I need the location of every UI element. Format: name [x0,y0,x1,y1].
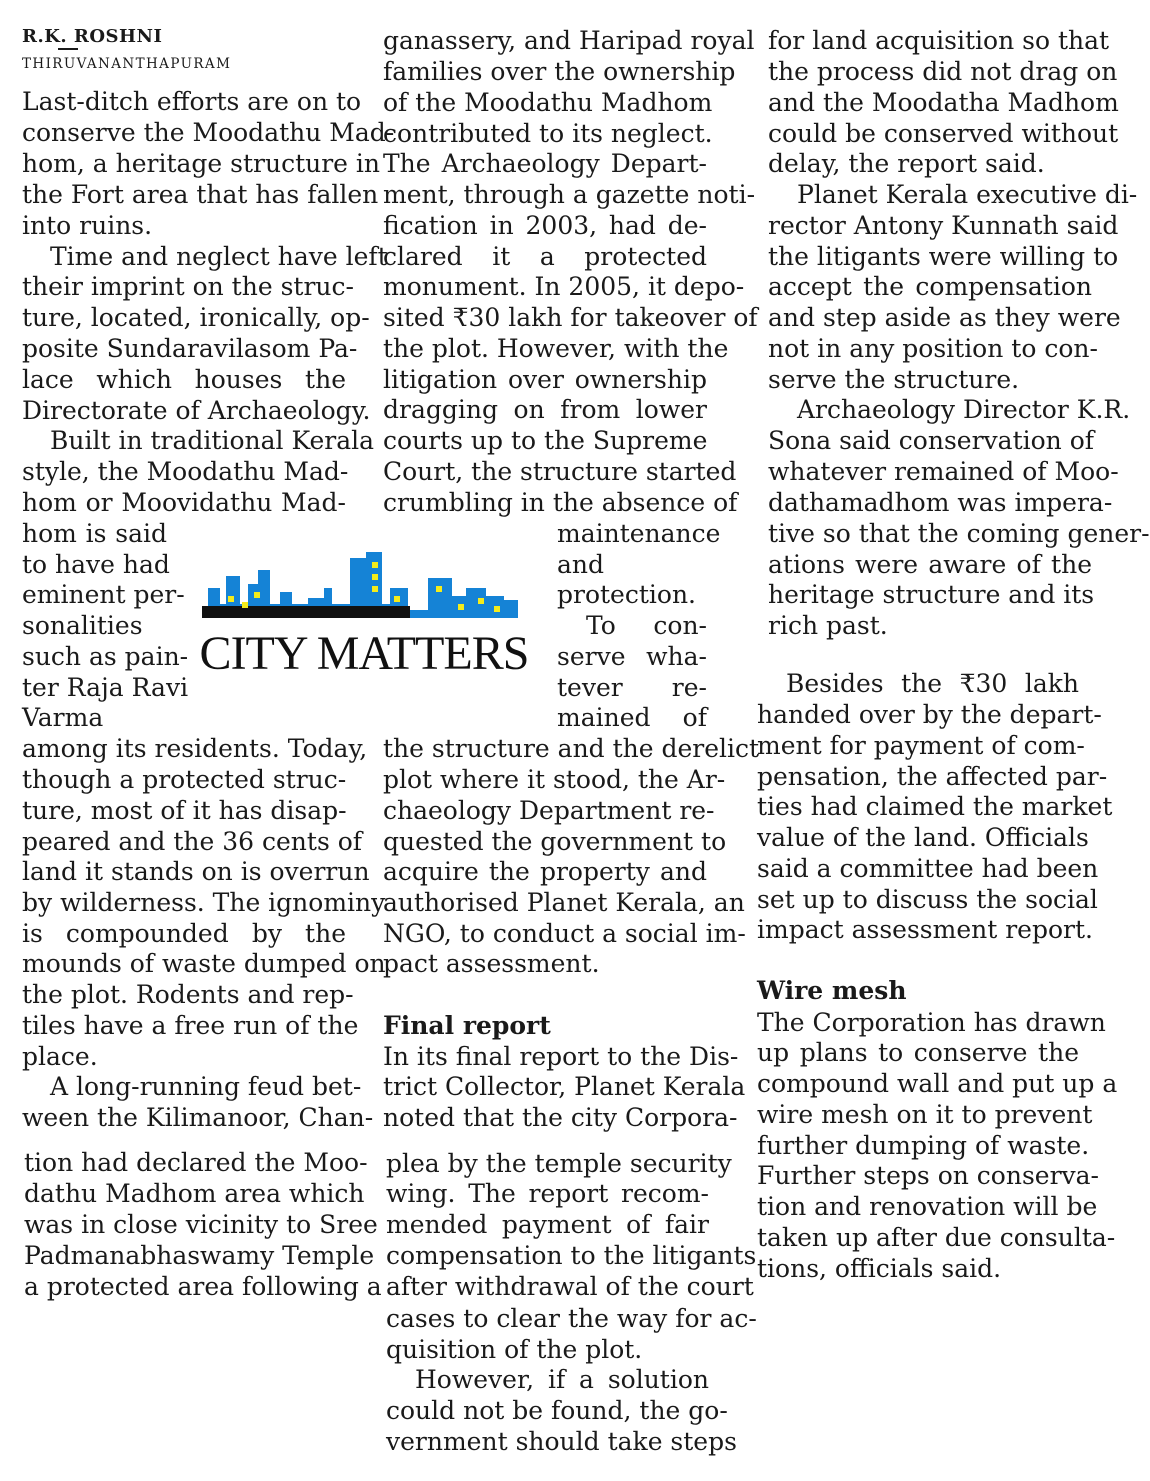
text-line: the process did not drag on [768,57,1118,86]
text-line: families over the ownership [383,57,736,86]
text-line: compensation to the litigants [386,1241,757,1270]
text-line: delay, the report said. [768,149,1045,178]
text-line: said a committee had been [757,854,1099,883]
text-line: Planet Kerala executive di- [797,180,1138,209]
text-line: crumbling in the absence of [383,488,738,517]
text-line: Padmanabhaswamy Temple [24,1241,375,1270]
text-line: up plans to conserve the [757,1038,1079,1067]
text-line: Time and neglect have left [50,242,388,271]
text-line: vernment should take steps [386,1427,737,1456]
text-line: further dumping of waste. [757,1131,1090,1160]
text-line: dragging on from lower [383,395,707,424]
text-line: is compounded by the [22,919,346,948]
text-line: the plot. Rodents and rep- [22,980,354,1009]
text-line: maintenance [557,519,721,548]
text-line: serve wha- [557,642,707,671]
text-line: monument. In 2005, it depo- [383,272,745,301]
text-line: quested the government to [383,827,727,856]
text-line: dathamadhom was impera- [768,488,1113,517]
text-line: place. [22,1042,98,1071]
text-line: serve the structure. [768,365,1020,394]
text-line: and step aside as they were [768,303,1121,332]
text-line: authorised Planet Kerala, an [383,888,745,917]
text-line: contributed to its neglect. [383,119,713,148]
text-line: ture, located, ironically, op- [22,303,370,332]
text-line: not in any position to con- [768,334,1098,363]
text-line: handed over by the depart- [757,700,1102,729]
text-line: Archaeology Director K.R. [797,395,1131,424]
text-line: heritage structure and its [768,580,1095,609]
text-line: The Archaeology Depart- [383,149,707,178]
text-line: posite Sundaravilasom Pa- [22,334,358,363]
text-line: among its residents. Today, [22,734,368,763]
text-line: land it stands on is overrun [22,857,370,886]
author-byline: R.K. ROSHNI [22,26,163,47]
text-line: courts up to the Supreme [383,426,708,455]
text-line: tion and renovation will be [757,1192,1098,1221]
text-line: could be conserved without [768,119,1119,148]
text-line: dathu Madhom area which [24,1179,365,1208]
text-line: impact assessment report. [757,915,1093,944]
text-line: The Corporation has drawn [757,1008,1106,1037]
text-line: tive so that the coming gener- [768,519,1150,548]
text-line: clared it a protected [383,242,707,271]
text-line: Last-ditch efforts are on to [22,87,362,116]
text-line: taken up after due consulta- [757,1223,1116,1252]
text-line: chaeology Department re- [383,796,715,825]
text-line: of the Moodathu Madhom [383,88,713,117]
text-line: was in close vicinity to Sree [24,1210,378,1239]
text-line: ations were aware of the [768,550,1092,579]
text-line: wire mesh on it to prevent [757,1100,1093,1129]
text-line: their imprint on the struc- [22,272,354,301]
city-skyline-icon [196,548,532,628]
text-line: Sona said conservation of [768,426,1095,455]
text-line: a protected area following a [24,1272,382,1301]
text-line: litigation over ownership [383,365,707,394]
text-line: plea by the temple security [386,1149,732,1178]
text-line: Varma [22,703,104,732]
text-line: ment for payment of com- [757,731,1085,760]
text-line: plot where it stood, the Ar- [383,765,726,794]
text-line: tions, officials said. [757,1254,1002,1283]
text-line: Besides the ₹30 lakh [786,669,1079,698]
section-heading: Final report [383,1011,551,1040]
text-line: ture, most of it has disap- [22,796,347,825]
text-line: A long-running feud bet- [50,1072,362,1101]
text-line: trict Collector, Planet Kerala [383,1072,746,1101]
dateline: THIRUVANANTHAPURAM [22,56,232,72]
text-line: sonalities [22,611,143,640]
text-line: mained of [557,703,707,732]
text-line: ment, through a gazette noti- [383,180,756,209]
text-line: pensation, the affected par- [757,762,1108,791]
text-line: the litigants were willing to [768,242,1119,271]
text-line: NGO, to conduct a social im- [383,919,746,948]
text-line: the structure and the derelict [383,734,760,763]
text-line: accept the compensation [768,272,1092,301]
text-line: ween the Kilimanoor, Chan- [22,1103,374,1132]
text-line: conserve the Moodathu Mad- [22,118,395,147]
text-line: compound wall and put up a [757,1069,1118,1098]
text-line: the plot. However, with the [383,334,729,363]
text-line: fication in 2003, had de- [383,211,707,240]
text-line: sited ₹30 lakh for takeover of [383,303,758,332]
text-line: ganassery, and Haripad royal [383,26,755,55]
text-line: after withdrawal of the court [386,1272,754,1301]
text-line: hom is said [22,519,167,548]
text-line: tever re- [557,673,707,702]
text-line: value of the land. Officials [757,823,1089,852]
city-matters-title: CITY MATTERS [199,627,529,680]
text-line: cases to clear the way for ac- [386,1304,757,1333]
text-line: to have had [22,550,170,579]
section-heading: Wire mesh [757,976,907,1005]
text-line: for land acquisition so that [768,26,1110,55]
text-line: though a protected struc- [22,765,347,794]
text-line: mounds of waste dumped on [22,949,386,978]
text-line: Court, the structure started [383,457,737,486]
text-line: However, if a solution [415,1365,709,1394]
text-line: and [557,550,605,579]
text-line: Built in traditional Kerala [50,426,374,455]
text-line: acquire the property and [383,857,707,886]
text-line: hom, a heritage structure in [22,149,381,178]
text-line: hom or Moovidathu Mad- [22,488,346,517]
text-line: ter Raja Ravi [22,673,189,702]
text-line: rector Antony Kunnath said [768,211,1119,240]
text-line: eminent per- [22,580,185,609]
text-line: quisition of the plot. [386,1335,643,1364]
text-line: ties had claimed the market [757,792,1113,821]
text-line: protection. [557,580,696,609]
text-line: tiles have a free run of the [22,1011,359,1040]
text-line: peared and the 36 cents of [22,827,363,856]
text-line: noted that the city Corpora- [383,1103,738,1132]
text-line: tion had declared the Moo- [24,1148,368,1177]
text-line: wing. The report recom- [386,1179,709,1208]
text-line: pact assessment. [383,949,600,978]
text-line: into ruins. [22,211,153,240]
text-line: Further steps on conserva- [757,1161,1099,1190]
text-line: mended payment of fair [386,1210,709,1239]
text-line: lace which houses the [22,365,346,394]
text-line: and the Moodatha Madhom [768,88,1119,117]
text-line: the Fort area that has fallen [22,180,379,209]
text-line: set up to discuss the social [757,885,1098,914]
city-matters-logo [196,548,532,682]
text-line: rich past. [768,611,888,640]
text-line: To con- [586,611,707,640]
text-line: style, the Moodathu Mad- [22,457,349,486]
text-line: could not be found, the go- [386,1396,728,1425]
text-line: such as pain- [22,642,189,671]
text-line: Directorate of Archaeology. [22,396,371,425]
byline-rule [58,48,78,50]
ground-line [202,606,410,618]
text-line: In its final report to the Dis- [383,1042,739,1071]
text-line: whatever remained of Moo- [768,457,1119,486]
text-line: by wilderness. The ignominy [22,888,386,917]
